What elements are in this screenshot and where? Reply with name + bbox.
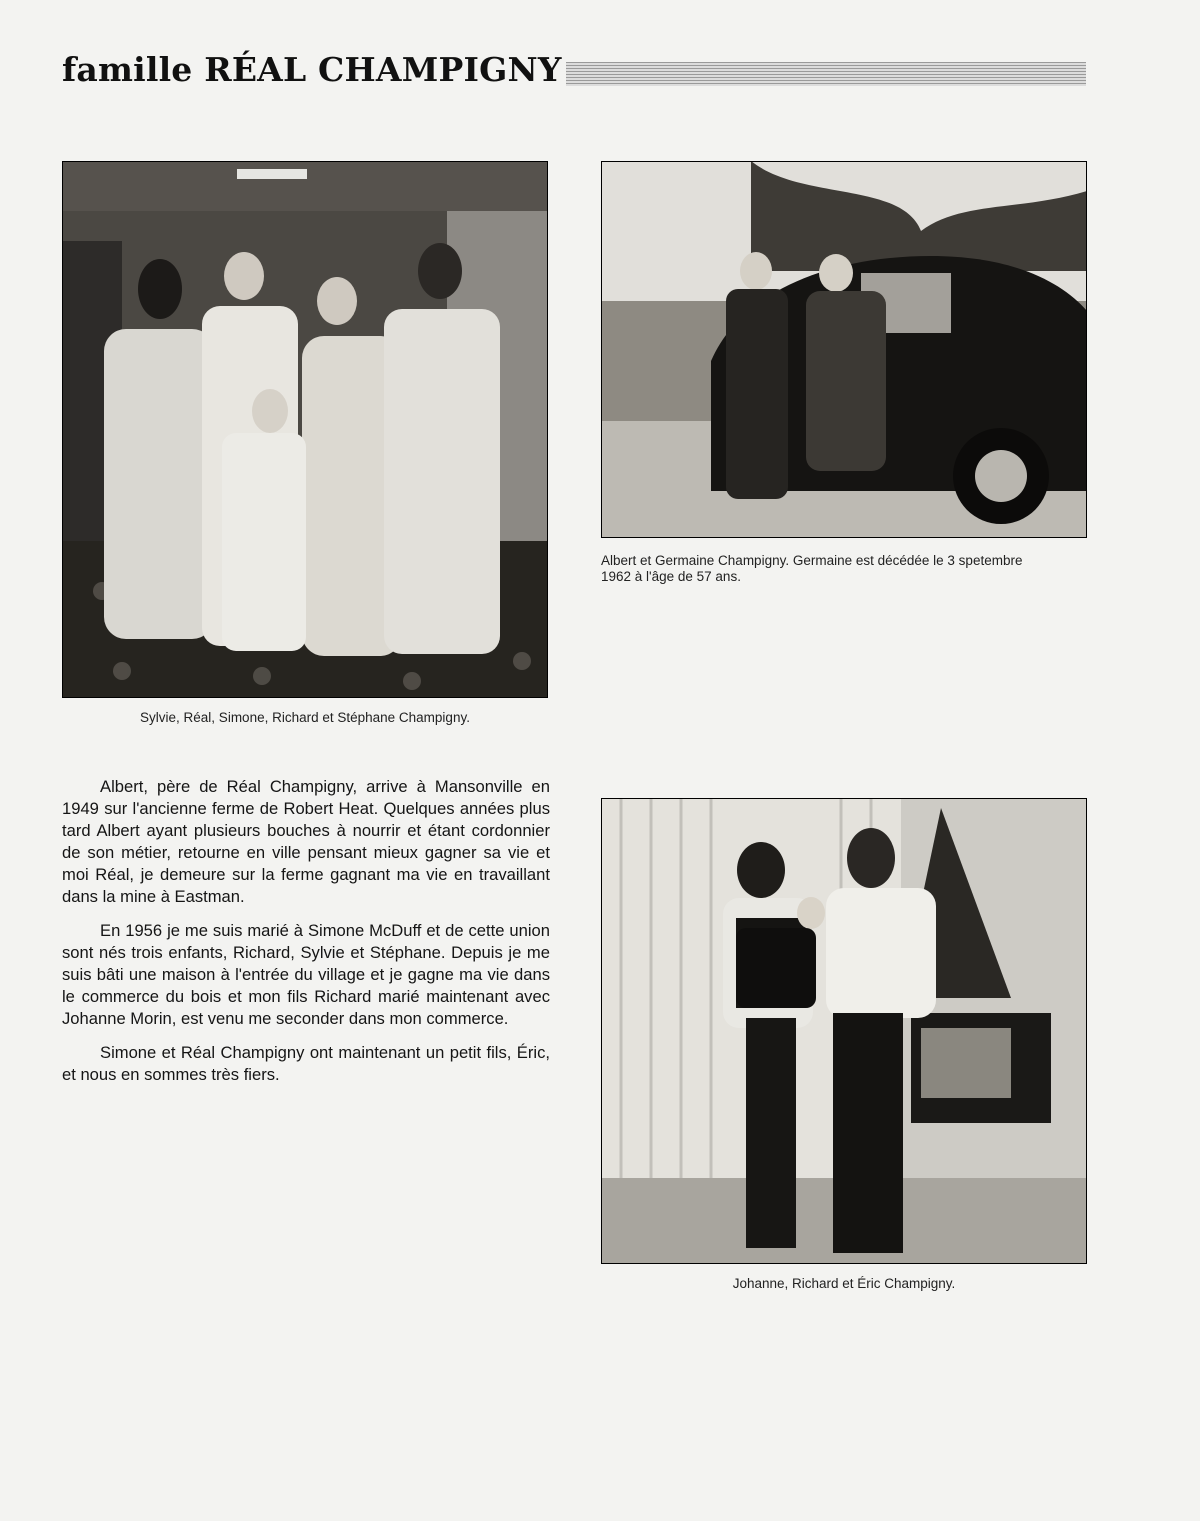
family-photo-caption: Sylvie, Réal, Simone, Richard et Stéphane Champigny.: [140, 710, 470, 725]
article-paragraph: Albert, père de Réal Champigny, arrive à Mansonville en 1949 sur l'ancienne ferme de Robert Heat. Quelques années plus tard Albert ayant plusieurs bouches à nourrir et étant cordonnier de son métier, retourne en ville pensant mieux gagner sa vie et moi Réal, je demeure sur la ferme gagnant ma vie en travaillant dans la mine à Eastman.: [62, 777, 550, 906]
article-body: [62, 776, 550, 1098]
caption-line: Albert et Germaine Champigny. Germaine est décédée le 3 spetembre: [601, 553, 1023, 568]
page-title: famille RÉAL CHAMPIGNY: [62, 50, 562, 89]
title-decorative-rule: [566, 62, 1086, 86]
albert-germaine-caption: [601, 553, 1091, 585]
albert-germaine-photo: [601, 161, 1087, 538]
johanne-richard-eric-photo: [601, 798, 1087, 1264]
article-paragraph: Simone et Réal Champigny ont maintenant un petit fils, Éric, et nous en sommes très fiers.: [62, 1043, 550, 1084]
family-photo: [62, 161, 548, 698]
article-paragraph: En 1956 je me suis marié à Simone McDuff et de cette union sont nés trois enfants, Richard, Sylvie et Stéphane. Depuis je me suis bâti une maison à l'entrée du village et je gagne ma vie dans le commerce du bois et mon fils Richard marié maintenant avec Johanne Morin, est venu me seconder dans mon commerce.: [62, 921, 550, 1028]
caption-line: 1962 à l'âge de 57 ans.: [601, 569, 741, 584]
johanne-richard-eric-caption: Johanne, Richard et Éric Champigny.: [732, 1276, 956, 1291]
